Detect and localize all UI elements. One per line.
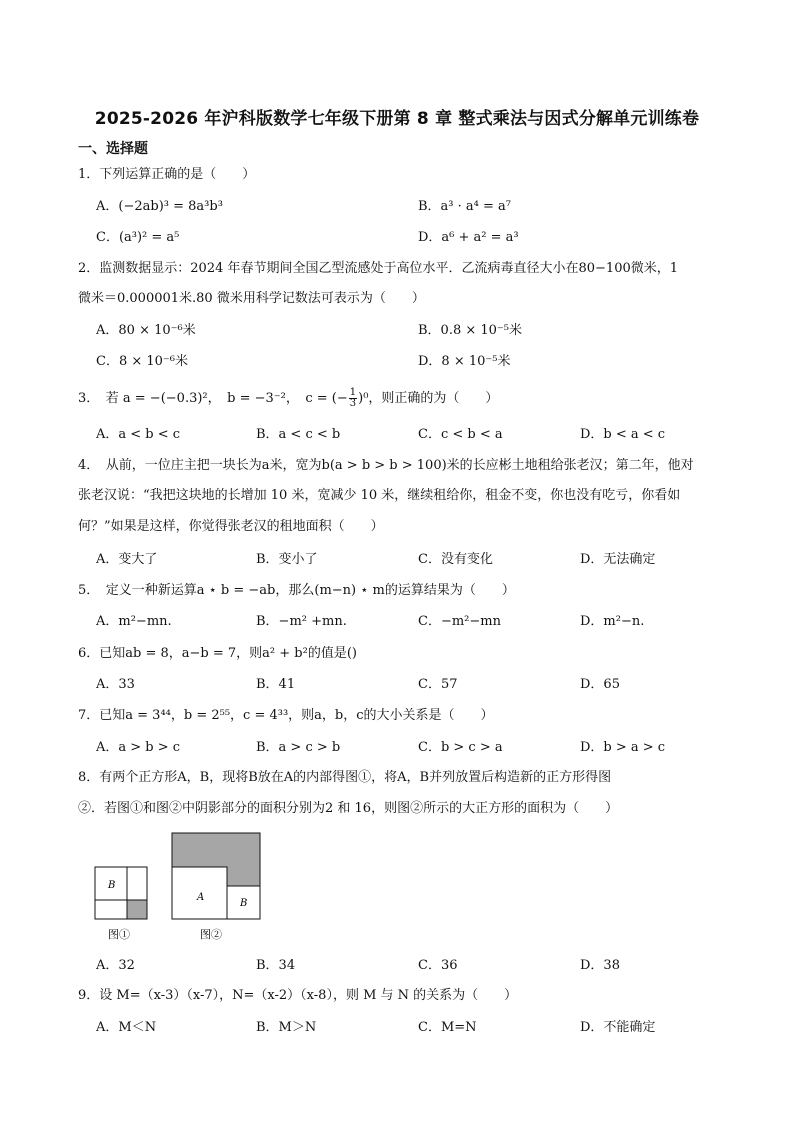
question-1-option-c: C．(a³)² = a⁵ (96, 230, 180, 245)
figure-1-label-b: B (108, 880, 116, 891)
figure-1-squares (95, 867, 147, 919)
question-6-option-d: D．65 (580, 677, 620, 692)
question-7-option-a: A．a > b > c (96, 740, 181, 755)
question-7-stem: 7．已知a = 3⁴⁴，b = 2⁵⁵，c = 4³³，则a，b，c的大小关系是（ ） (78, 708, 494, 723)
question-3-stem-part-1: 3． 若 a = −(−0.3)²， b = −3⁻²， c = (− (78, 391, 348, 406)
question-4-option-a: A．变大了 (96, 552, 158, 567)
question-6-option-c: C．57 (418, 677, 458, 692)
question-2-line-1: 2．监测数据显示：2024 年春节期间全国乙型流感处于高位水平．乙流病毒直径大小在80−100微米，1 (78, 261, 679, 276)
question-1-option-a: A．(−2ab)³ = 8a³b³ (96, 199, 223, 214)
question-7-option-d: D．b > a > c (580, 740, 666, 755)
page-title: 2025-2026 年沪科版数学七年级下册第 8 章 整式乘法与因式分解单元训练卷 (94, 109, 700, 129)
question-9-option-c: C．M=N (418, 1020, 477, 1035)
question-2-option-c: C．8 × 10⁻⁶米 (96, 354, 188, 369)
question-8-line-1: 8．有两个正方形A，B，现将B放在A的内部得图①，将A，B并列放置后构造新的正方形得图 (78, 770, 612, 785)
question-8-option-d: D．38 (580, 958, 620, 973)
question-5-option-c: C．−m²−mn (418, 614, 501, 629)
question-4-line-2: 张老汉说：“我把这块地的长增加 10 米，宽减少 10 米，继续租给你，租金不变，你也没有吃亏，你看如 (78, 488, 681, 503)
figure-2-label-b: B (240, 898, 248, 909)
question-7-option-c: C．b > c > a (418, 740, 503, 755)
question-6-option-a: A．33 (96, 677, 135, 692)
question-1-stem: 1．下列运算正确的是（ ） (78, 167, 256, 182)
question-5-option-a: A．m²−mn. (96, 614, 172, 629)
question-5-option-b: B．−m² +mn. (256, 614, 347, 629)
question-4-line-1: 4． 从前，一位庄主把一块长为a米，宽为b(a > b > b > 100)米的长应彬土地租给张老汉；第二年，他对 (78, 458, 694, 473)
question-8-option-c: C．36 (418, 958, 458, 973)
question-4-option-c: C．没有变化 (418, 552, 493, 567)
question-2-option-a: A．80 × 10⁻⁶米 (96, 323, 196, 338)
question-2-option-d: D．8 × 10⁻⁵米 (418, 354, 511, 369)
question-9-option-a: A．M＜N (96, 1020, 157, 1035)
question-9-stem: 9．设 M=（x-3）（x-7），N=（x-2）（x-8），则 M 与 N 的关系为（ ） (78, 988, 518, 1003)
question-2-option-b: B．0.8 × 10⁻⁵米 (418, 323, 523, 338)
question-6-option-b: B．41 (256, 677, 296, 692)
question-4-line-3: 何？”如果是这样，你觉得张老汉的租地面积（ ） (78, 519, 384, 534)
question-1-option-b: B．a³ · a⁴ = a⁷ (418, 199, 511, 214)
fraction-numerator: 1 (349, 387, 357, 398)
question-8-option-b: B．34 (256, 958, 296, 973)
figure-2-squares (172, 833, 260, 919)
figure-2-label-a: A (197, 892, 205, 903)
question-9-option-b: B．M＞N (256, 1020, 317, 1035)
question-3-stem (78, 388, 498, 409)
question-3-stem-part-2: )⁰，则正确的为（ ） (358, 391, 499, 406)
figure-1-caption: 图① (108, 928, 130, 941)
question-3-option-c: C．c < b < a (418, 427, 503, 442)
fraction-denominator: 3 (349, 398, 357, 409)
question-3-option-a: A．a < b < c (96, 427, 181, 442)
question-8-option-a: A．32 (96, 958, 135, 973)
question-3-option-b: B．a < c < b (256, 427, 341, 442)
question-5-option-d: D．m²−n. (580, 614, 645, 629)
question-2-line-2: 微米＝0.000001米.80 微米用科学记数法可表示为（ ） (78, 291, 425, 306)
section-heading: 一、选择题 (78, 141, 148, 157)
question-6-stem: 6．已知ab = 8，a−b = 7，则a² + b²的值是() (78, 646, 357, 661)
question-3-option-d: D．b < a < c (580, 427, 666, 442)
question-4-option-b: B．变小了 (256, 552, 318, 567)
figure-2-caption: 图② (200, 928, 222, 941)
question-7-option-b: B．a > c > b (256, 740, 341, 755)
question-1-option-d: D．a⁶ + a² = a³ (418, 230, 519, 245)
fraction-one-third (349, 388, 357, 409)
question-8-figures (90, 830, 270, 945)
question-8-line-2: ②．若图①和图②中阴影部分的面积分别为2 和 16，则图②所示的大正方形的面积为（ ） (78, 801, 619, 816)
question-9-option-d: D．不能确定 (580, 1020, 656, 1035)
question-5-stem: 5． 定义一种新运算a ⋆ b = −ab，那么(m−n) ⋆ m的运算结果为（ ） (78, 583, 515, 598)
question-4-option-d: D．无法确定 (580, 552, 656, 567)
